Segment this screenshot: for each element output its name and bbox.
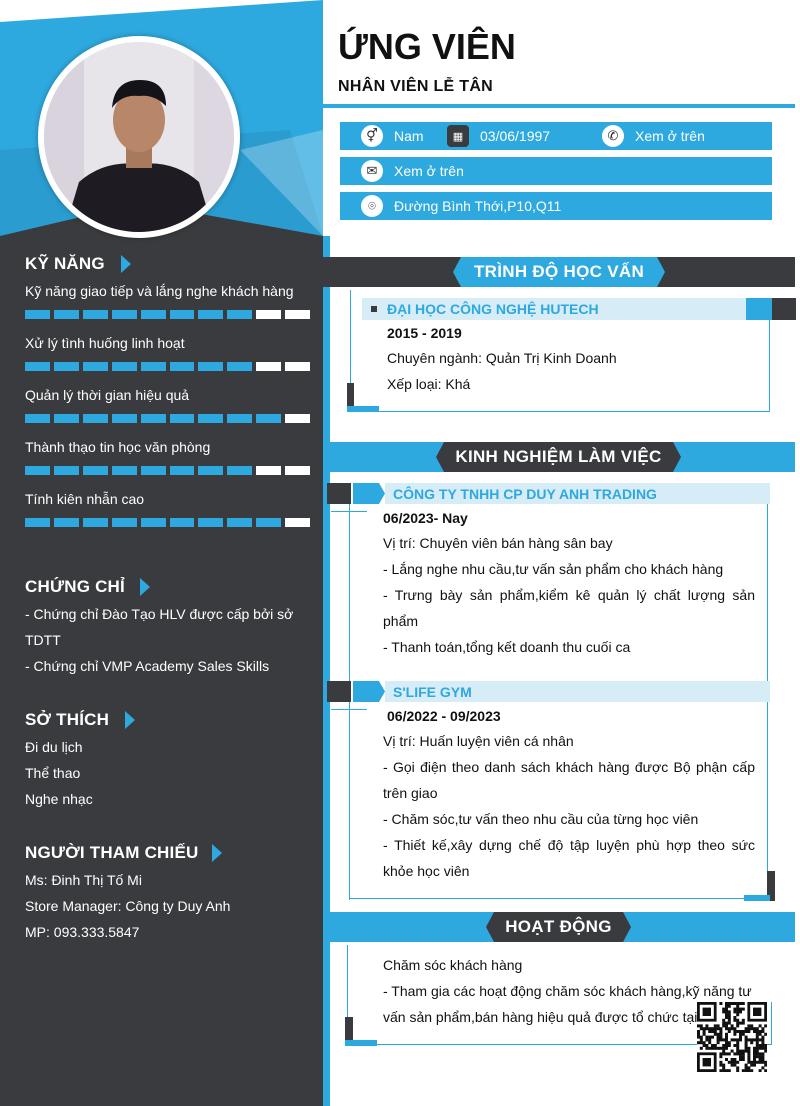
reference-line: MP: 093.333.5847: [25, 924, 140, 940]
skill-level-segment: [227, 518, 252, 527]
frame-line: [331, 511, 367, 512]
skill-level-segment: [54, 362, 79, 371]
skill-level-segment: [285, 414, 310, 423]
bullet-icon: [371, 306, 377, 312]
skill-level-segment: [83, 414, 108, 423]
skill-level-segment: [25, 362, 50, 371]
job-line: - Chăm sóc,tư vấn theo nhu cầu của từng học viên: [383, 811, 699, 827]
skill-level-segment: [25, 518, 50, 527]
skill-level-segment: [54, 466, 79, 475]
gender-value: Nam: [394, 128, 424, 144]
skill-label: Xử lý tình huống linh hoạt: [25, 335, 185, 351]
education-band: [323, 257, 795, 287]
arrow-right-icon: [125, 711, 135, 729]
job-title: NHÂN VIÊN LỄ TÂN: [338, 78, 494, 95]
skill-label: Kỹ năng giao tiếp và lắng nghe khách hàng: [25, 283, 294, 299]
company-name: S'LIFE GYM: [393, 684, 472, 700]
frame-line: [349, 898, 769, 899]
skill-level-segment: [227, 362, 252, 371]
frame-line: [350, 411, 770, 412]
education-heading: TRÌNH ĐỘ HỌC VẤN: [473, 262, 645, 281]
skill-level-segment: [112, 466, 137, 475]
skill-level-segment: [141, 362, 166, 371]
birthday-value: 03/06/1997: [480, 128, 551, 144]
activities-band: [323, 912, 795, 942]
activity-line: - Tham gia các hoạt động chăm sóc khách hàng,kỹ năng tư: [383, 983, 752, 999]
contact-bar-address: [340, 192, 772, 220]
arrow-right-icon: [121, 255, 131, 273]
corner-accent: [345, 1040, 377, 1046]
frame-line: [331, 709, 367, 710]
skill-level-segment: [170, 310, 195, 319]
sidebar-accent-edge: [323, 236, 330, 1106]
skill-level-bar: [25, 466, 310, 475]
skill-level-segment: [83, 518, 108, 527]
reference-line: Store Manager: Công ty Duy Anh: [25, 898, 231, 914]
skill-level-segment: [141, 414, 166, 423]
calendar-icon: ▦: [447, 125, 469, 147]
skill-level-segment: [83, 362, 108, 371]
skill-level-segment: [256, 362, 281, 371]
hobby-item: Thể thao: [25, 765, 81, 781]
education-rank: Xếp loại: Khá: [387, 376, 471, 392]
reference-line: Ms: Đinh Thị Tố Mi: [25, 872, 142, 888]
skill-level-segment: [170, 518, 195, 527]
skill-level-segment: [54, 414, 79, 423]
skills-heading: KỸ NĂNG: [25, 254, 105, 273]
skill-level-bar: [25, 362, 310, 371]
skill-level-segment: [141, 466, 166, 475]
skill-level-segment: [227, 414, 252, 423]
certificate-line: TDTT: [25, 632, 61, 648]
skill-level-segment: [256, 310, 281, 319]
skill-level-segment: [256, 414, 281, 423]
job-line: trên giao: [383, 785, 438, 801]
skill-level-segment: [227, 310, 252, 319]
company-name: CÔNG TY TNHH CP DUY ANH TRADING: [393, 486, 657, 502]
title-underline: [323, 104, 795, 108]
frame-line: [349, 504, 350, 900]
skill-level-segment: [112, 310, 137, 319]
skill-level-segment: [256, 518, 281, 527]
frame-line: [771, 1002, 772, 1045]
skill-level-segment: [112, 518, 137, 527]
skill-level-segment: [285, 362, 310, 371]
location-pin-icon: ⌾: [361, 195, 383, 217]
skill-level-segment: [170, 466, 195, 475]
job-line: khỏe học viên: [383, 863, 470, 879]
skill-level-segment: [83, 310, 108, 319]
education-period: 2015 - 2019: [387, 325, 462, 341]
job-bar-head: [327, 681, 385, 702]
education-major: Chuyên ngành: Quản Trị Kinh Doanh: [387, 350, 617, 366]
contact-bar-personal: [340, 122, 772, 150]
job-line: phẩm: [383, 613, 419, 629]
activity-line: Chăm sóc khách hàng: [383, 957, 523, 973]
skill-level-segment: [285, 466, 310, 475]
job-line: - Gọi điện theo danh sách khách hàng được Bộ phận cấp: [383, 759, 755, 775]
corner-accent: [347, 406, 379, 412]
skill-level-segment: [83, 466, 108, 475]
skill-level-segment: [54, 310, 79, 319]
job-line: Vị trí: Chuyên viên bán hàng sân bay: [383, 535, 613, 551]
qr-code-icon: [697, 1002, 767, 1072]
skill-level-segment: [198, 466, 223, 475]
school-name: ĐẠI HỌC CÔNG NGHỆ HUTECH: [387, 301, 599, 317]
skill-label: Thành thạo tin học văn phòng: [25, 439, 211, 455]
avatar: [38, 36, 240, 238]
job-period: 06/2022 - 09/2023: [387, 708, 501, 724]
gender-icon: ⚥: [361, 125, 383, 147]
skill-level-segment: [285, 518, 310, 527]
skill-level-bar: [25, 310, 310, 319]
arrow-right-icon: [212, 844, 222, 862]
experience-heading: KINH NGHIỆM LÀM VIỆC: [455, 447, 662, 466]
phone-value: Xem ở trên: [635, 128, 705, 144]
skill-level-segment: [25, 466, 50, 475]
skill-level-segment: [170, 414, 195, 423]
job-bar-head: [327, 483, 385, 504]
job-line: - Thanh toán,tổng kết doanh thu cuối ca: [383, 639, 631, 655]
skill-level-segment: [198, 310, 223, 319]
skill-level-segment: [112, 362, 137, 371]
references-heading: NGƯỜI THAM CHIẾU: [25, 843, 199, 862]
skill-label: Tính kiên nhẫn cao: [25, 491, 145, 507]
experience-band: [323, 442, 795, 472]
skill-level-bar: [25, 518, 310, 527]
skill-level-bar: [25, 414, 310, 423]
corner-accent: [345, 1017, 353, 1042]
skill-level-segment: [54, 518, 79, 527]
skill-level-segment: [141, 310, 166, 319]
skill-level-segment: [112, 414, 137, 423]
arrow-right-icon: [140, 578, 150, 596]
email-value: Xem ở trên: [394, 163, 464, 179]
candidate-name: ỨNG VIÊN: [338, 26, 516, 67]
job-line: - Lắng nghe nhu cầu,tư vấn sản phẩm cho khách hàng: [383, 561, 724, 577]
certificate-line: - Chứng chỉ VMP Academy Sales Skills: [25, 658, 270, 674]
skill-level-segment: [170, 362, 195, 371]
skill-level-segment: [25, 310, 50, 319]
frame-line: [769, 320, 770, 412]
skill-level-segment: [198, 414, 223, 423]
contact-bar-email: [340, 157, 772, 185]
mail-icon: ✉: [361, 160, 383, 182]
activities-heading: HOẠT ĐỘNG: [505, 917, 612, 936]
hobby-item: Nghe nhạc: [25, 791, 93, 807]
school-bar-tail: [734, 298, 796, 320]
skill-label: Quản lý thời gian hiệu quả: [25, 387, 190, 403]
skill-level-segment: [25, 414, 50, 423]
skill-level-segment: [227, 466, 252, 475]
address-value: Đường Bình Thới,P10,Q11: [394, 198, 562, 214]
job-line: - Thiết kế,xây dựng chế độ tập luyện phù hợp theo sức: [383, 837, 755, 853]
certificates-heading: CHỨNG CHỈ: [25, 577, 125, 596]
skill-level-segment: [141, 518, 166, 527]
hobbies-heading: SỞ THÍCH: [25, 710, 110, 729]
hobby-item: Đi du lịch: [25, 739, 83, 755]
skill-level-segment: [198, 518, 223, 527]
phone-icon: ✆: [602, 125, 624, 147]
job-line: Vị trí: Huấn luyện viên cá nhân: [383, 733, 574, 749]
job-line: - Trưng bày sản phẩm,kiểm kê quản lý chất lượng sản: [383, 587, 755, 603]
corner-accent: [744, 895, 770, 901]
certificate-line: - Chứng chỉ Đào Tạo HLV được cấp bởi sở: [25, 606, 294, 622]
skill-level-segment: [256, 466, 281, 475]
job-period: 06/2023- Nay: [383, 510, 468, 526]
skill-level-segment: [285, 310, 310, 319]
skill-level-segment: [198, 362, 223, 371]
activity-line: vấn sản phẩm,bán hàng hiệu quả được tổ chức tại: [383, 1009, 698, 1025]
